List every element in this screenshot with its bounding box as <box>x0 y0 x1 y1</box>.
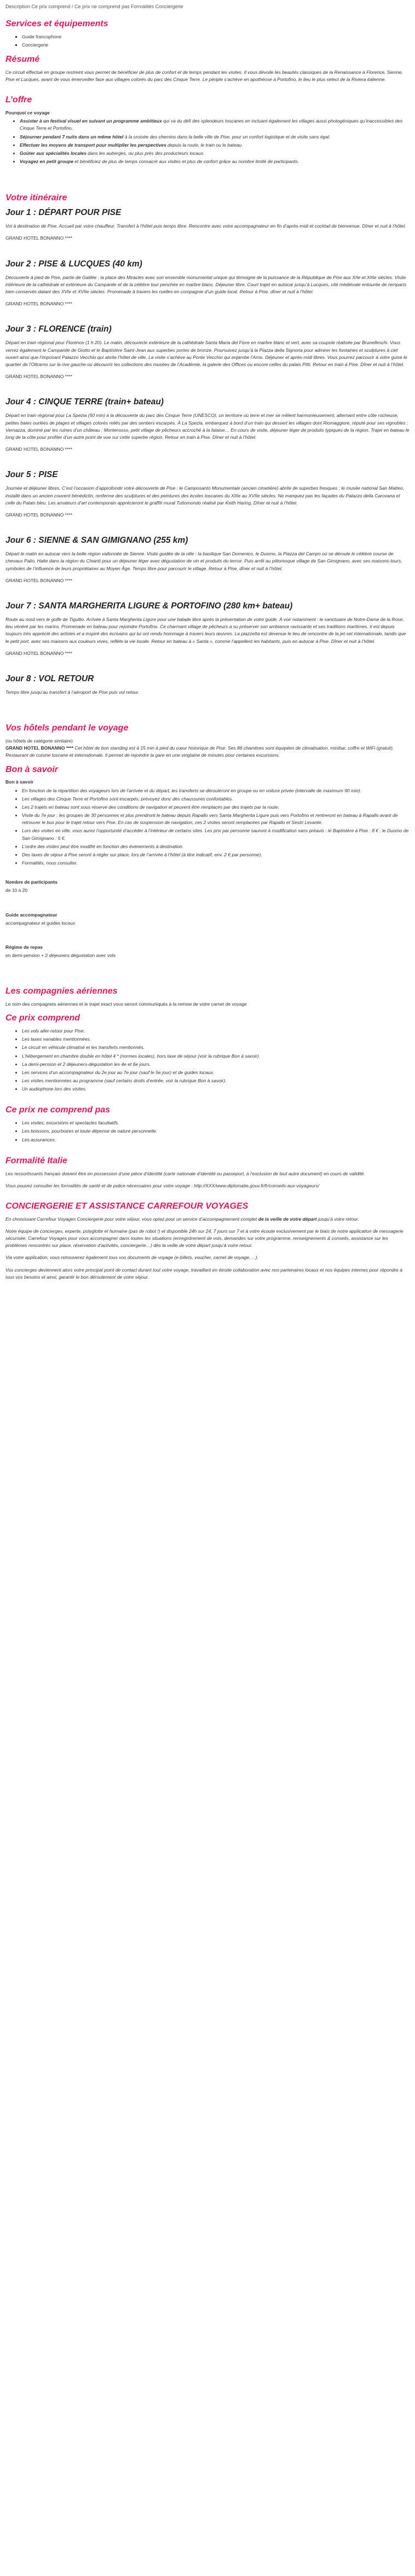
list-item: • Les boissons, pourboires et toute dépense de nature personnelle. <box>22 1128 410 1135</box>
list-item: • Effectuer les moyens de transport pour multiplier les perspectives depuis la route, le train ou le bateau. <box>20 142 410 149</box>
day-title: Jour 3 : FLORENCE (train) <box>5 324 112 334</box>
tabs-bar[interactable]: Description Ce prix comprend / Ce prix ne comprend pas Formalités Conciergerie <box>5 4 183 9</box>
list-item: • Le circuit en véhicule climatisé et les transferts mentionnés. <box>22 1044 410 1051</box>
day-title: Jour 7 : SANTA MARGHERITA LIGURE & PORTOFINO (280 km+ bateau) <box>5 601 293 611</box>
formalite-title: Formalité Italie <box>5 1156 67 1165</box>
day-text: Découverte à pied de Pise, partie de Galilée : la place des Miracles avec son ensemble monumental unique qui témoigne de la puissance de la République de Pise aux XIIe et XIIIe siècles. Visite intérieure de la cathédrale et extérieure du Campanile et de la célèbre tour penchée en marbre blanc. Déjeuner libre. Court trajet en autocar jusqu’à Lucques, cité médiévale entourée de remparts bien conservés datant des XVIe et XVIIe siècles. Promenade à travers les ruelles en compagnie d’un guide local. Retour à Pise, dîner et nuit à l’hôtel. <box>5 274 407 294</box>
bonasavoir-list <box>5 787 410 867</box>
day-title: Jour 6 : SIENNE & SAN GIMIGNANO (255 km) <box>5 536 188 546</box>
list-item: • L’ordre des visites peut être modifié en fonction des événements à destination. <box>22 843 410 850</box>
hotels-note: (ou hôtels de catégorie similaire) <box>5 738 73 744</box>
offre-title: L’offre <box>5 95 32 105</box>
list-item: • Lors des visites en ville, vous aurez l’opportunité d’accéder à l’intérieur de certains sites. Les prix par personne sauront à modification sans préavis : le Baptistère à Pise : 8 € ; le Duomo de San Gimignano : 5 €. <box>22 827 410 842</box>
bonasavoir-title: Bon à savoir <box>5 764 59 774</box>
day-text: Vol à destination de Pise. Accueil par votre chauffeur. Transfert à l’hôtel puis temps libre. Rencontre avec votre accompagnateur en fin d’après-midi et cocktail de bienvenue. Dîner et nuit à l’hôtel. <box>5 223 406 229</box>
list-item: • Goûter aux spécialités locales dans les auberges, ou plus près des producteurs locaux. <box>20 150 410 157</box>
offre-list <box>5 118 410 165</box>
resume-text: Ce circuit effectué en groupe restreint vous permet de bénéficier de plus de confort et de temps pendant les visites. Il vous dévoile les beautés classiques de la Renaissance à Florence, Sienne, Pise et Lucques, avant de vous émerveiller face aux villages colorés du parc des Cinque Terre. Le périple s’achève en apothéose à Portofino, le lieu le plus select de la Riviera italienne. <box>5 69 403 83</box>
conciergerie-text: Vos concierges deviennent alors votre principal point de contact durant tout votre voyage, travaillant en étroite collaboration avec nos partenaires locaux et nos équipes internes pour répondre à tous vos besoins et ainsi, garantir le bon déroulement de votre séjour. <box>5 1267 402 1280</box>
nepas-title: Ce prix ne comprend pas <box>5 1105 111 1115</box>
list-item: • Les villages des Cinque Terre et Portofino sont escarpés, prévoyez donc des chaussures confortables. <box>22 796 410 803</box>
bonasavoir-subtitle: Bon à savoir <box>5 779 34 785</box>
day-hotel: GRAND HOTEL BONANNO **** <box>5 512 73 518</box>
list-item: ▪ Guide francophone <box>22 33 410 40</box>
regime-value: en demi-pension + 2 déjeuners dégustation avec vols <box>5 953 116 959</box>
conciergerie-intro: En choisissant Carrefour Voyages Conciergerie pour votre séjour, vous optez pour un service d’accompagnement complet de la veille de votre départ jusqu’à votre retour. <box>5 1216 359 1222</box>
comprend-list <box>5 1028 410 1093</box>
day-title: Jour 1 : DÉPART POUR PISE <box>5 208 122 218</box>
day-text: Journée et déjeuner libres. C’est l’occasion d’approfondir votre découverte de Pise : le Camposanto Monumentale (ancien cimetière) abrite de superbes fresques ; le musée national San Matteo, installé dans un ancien couvent bénédictin, renferme des sculptures et des peintures des écoles toscanes du XIIIe au XVIIe siècles. Ne manquez pas les façades du Palazzo della Carovana et celle du Palais bleu. Les amateurs d’art contemporain apprécieront le graffiti mural Tuttomondo réalisé par Keith Haring. Dîner et nuit à l’hôtel. <box>5 485 405 506</box>
guide-value: accompagnateur et guides locaux <box>5 920 76 926</box>
day-hotel: GRAND HOTEL BONANNO **** <box>5 650 73 656</box>
regime-label: Régime de repas <box>5 944 43 950</box>
day-title: Jour 5 : PISE <box>5 470 58 480</box>
list-item: • En fonction de la répartition des voyageurs lors de l’arrivée et du départ, les transferts se dérouleront en groupe ou en voiture privée (intervalle de maximum 90 min). <box>22 787 410 794</box>
services-title: Services et équipements <box>5 19 108 28</box>
conciergerie-text: Notre équipe de concierges, experte, polyglotte et humaine (pas de robot !) et disponible 24h sur 24, 7 jours sur 7 et à votre écoute exclusivement par le biais de notre application de messagerie sécurisée, Carrefour Voyages pour vous accompagner dans toutes les situations (enregistrement de vols, demandes sur votre programme, renseignements & conseils, assistance sur les problèmes rencontrés sur place, réservation d’activités, conciergerie…) dès la veille de votre départ jusqu’à votre retour. <box>5 1228 404 1249</box>
itineraire-title: Votre itinéraire <box>5 193 67 203</box>
list-item: • Des taxes de séjour à Pise seront à régler sur place, lors de l’arrivée à l’hôtel (à titre indicatif, env. 2 € par personne). <box>22 851 410 858</box>
list-item: • La demi-pension et 2 déjeuners-dégustation les 4e et 6e jours. <box>22 1061 410 1068</box>
hotel-name: GRAND HOTEL BONANNO **** <box>5 745 74 751</box>
day-hotel: GRAND HOTEL BONANNO **** <box>5 577 73 583</box>
formalite-text: Les ressortissants français doivent être en possession d’une pièce d’identité (carte nationale d’identité ou passeport, à l’exclusion de tout autre document) en cours de validité. <box>5 1170 365 1176</box>
day-text: Route au nord vers le golfe de Tigullio. Arrivée à Santa Margherita Ligure pour une balade libre après la présentation de votre guide. À voir notamment : le sanctuaire de Notre-Dame de la Rose, lieu vénéré par les marins. Promenade en bateau pour rejoindre Portofino. Ce charmant village de pêcheurs a su préserver son ambiance ravissante et ses traditions maritimes. Il est depuis toujours très apprécié des artistes et a inspiré des écrivains qui lui ont rendu hommage à travers leurs œuvres. La piazzetta est devenue le lieu de rencontre de la jet-set internationale, tandis que le petit port, avec ses maisons aux couleurs vives, reflète la vie locale. Retour en bateau à « Santa », comme l’appellent les habitants, puis en autocar à Pise. Dîner et nuit à l’hôtel. <box>5 617 406 644</box>
participants-label: Nombre de participants <box>5 879 57 885</box>
list-item: • Voyagez en petit groupe et bénéficiez de plus de temps consacré aux visites et plus de confort grâce au nombre limité de participants. <box>20 158 410 165</box>
hotels-title: Vos hôtels pendant le voyage <box>5 723 129 733</box>
day-text: Départ le matin en autocar vers la belle région vallonnée de Sienne. Visite guidée de la ville : la basilique San Domenico, le Duomo, la Piazza del Campo où se déroule le célèbre course de chevaux Palio. Halte dans la région du Chianti pour un déjeuner léger avec dégustation de vin et produits du terroir. Puis arrêt au pittoresque village de San Gimignano, avec ses maisons-tours, symboles de l’influence de leurs propriétaires au Moyen Âge. Temps libre pour parcourir le village. Retour à Pise, dîner et nuit à l’hôtel. <box>5 551 402 571</box>
list-item: • Les visites, excursions et spectacles facultatifs. <box>22 1119 410 1127</box>
compagnies-text: Le nom des compagnies aériennes et le trajet exact vous seront communiqués à la remise de votre carnet de voyage <box>5 1001 247 1007</box>
day-title: Jour 8 : VOL RETOUR <box>5 674 94 683</box>
conciergerie-text: Via votre application, vous retrouverez également tous vos documents de voyage (e-billets, voucher, carnet de voyage, ...). <box>5 1255 258 1261</box>
guide-label: Guide accompagnateur <box>5 912 57 918</box>
hotel-description: GRAND HOTEL BONANNO **** Cet hôtel de bon standing est à 15 min à pied du cœur historique de Pise. Ses 86 chambres sont équipées de climatisation, minibar, coffre et WiFi (gratuit). Restaurant de cuisine toscane et internationale. Il permet de rejoindre la gare en une vingtaine de minutes pour certaines excursions. <box>5 745 394 758</box>
nepas-list <box>5 1119 410 1144</box>
list-item: • Un audiophone lors des visites. <box>22 1086 410 1093</box>
list-item: • Les 2 trajets en bateau sont sous réserve des conditions de navigation et peuvent être remplacés par des trajets par la route. <box>22 804 410 811</box>
day-text: Départ en train régional pour Florence (1 h 20). Le matin, découverte extérieure de la cathédrale Santa Maria del Fiore en marbre blanc et vert, avec sa coupole réalisée par Brunelleschi. Vous verrez également le Campanile de Giotto et le Baptistère Saint-Jean aux superbes portes de bronze. Poursuivez jusqu’à la Piazza della Signoria pour admirer les fontaines et sculptures à ciel ouvert ainsi que l’imposant Palazzo Vecchio qui abrite l’hôtel de ville. La visite s’achève au Ponte Vecchio qui enjambe l’Arno. Déjeuner et après-midi libres. Vous pourrez parcourir à votre guise le quartier de l’Oltrarno sur la rive gauche ou découvrir les collections des musées de l’Académie, la galerie des Offices ou encore celles du palais Pitti. Retour en train à Pise. Dîner et nuit à l’hôtel. <box>5 340 407 367</box>
comprend-title: Ce prix comprend <box>5 1013 80 1023</box>
conciergerie-title: CONCIERGERIE ET ASSISTANCE CARREFOUR VOYAGES <box>5 1201 249 1211</box>
list-item: • L’hébergement en chambre double en hôtel 4 * (normes locales), hors taxe de séjour (voir la rubrique Bon à savoir). <box>22 1053 410 1060</box>
list-item: • Les assurances. <box>22 1136 410 1144</box>
day-hotel: GRAND HOTEL BONANNO **** <box>5 374 73 380</box>
resume-title: Résumé <box>5 55 40 65</box>
day-title: Jour 2 : PISE & LUCQUES (40 km) <box>5 259 142 269</box>
day-hotel: GRAND HOTEL BONANNO **** <box>5 446 73 452</box>
day-text: Temps libre jusqu’au transfert à l’aéroport de Pise puis vol retour. <box>5 689 140 695</box>
offre-subtitle: Pourquoi ce voyage <box>5 110 50 116</box>
list-item: • Formalités, nous consulter. <box>22 860 410 867</box>
compagnies-title: Les compagnies aériennes <box>5 987 118 996</box>
list-item: • Les services d’un accompagnateur du 2e jour au 7e jour (sauf le 5e jour) et de guides locaux. <box>22 1069 410 1076</box>
list-item: • Assister à un festival visuel en suivant un programme ambitieux qui va du défi des splendeurs toscanes en incluant également les villages aussi photogéniques qu’inaccessibles des Cinque Terre et Portofino. <box>20 118 410 132</box>
day-hotel: GRAND HOTEL BONANNO **** <box>5 235 73 241</box>
day-title: Jour 4 : CINQUE TERRE (train+ bateau) <box>5 397 164 407</box>
formalite-link[interactable]: Vous pouvez consulter les formalités de santé et de police nécessaires pour votre voyage : http://XXX/www.diplomatie.gouv.fr/fr/conseils-aux-voyageurs/ <box>5 1182 320 1188</box>
list-item: • Les vols aller-retour pour Pise. <box>22 1028 410 1035</box>
list-item: • Visite du 7e jour : les groupes de 30 personnes et plus prendront le bateau depuis Rapallo vers Santa Margherita Ligure puis vers Portofino et rentreront en bateau à Rapallo avant de retrouver le bus pour le trajet retour vers Pise. En cas de suspension de navigation, ces 2 visites seront remplacées par Rapallo et Sestri Levante. <box>22 812 410 826</box>
list-item: ▪ Conciergerie <box>22 42 410 49</box>
day-text: Départ en train régional pour La Spezia (50 min) à la découverte du parc des Cinque Terre (UNESCO), un territoire où terre et mer se mêlent harmonieusement, alternant entre côte rocheuse, petites baies ourlées de plages et villages colorés reliés par des sentiers escarpés. À La Spezia, embarquez à bord d’un train qui dessert les villages dont Riomaggiore, réputé pour ses vignobles ; Vernazza, dominé par les ruines d’un château ; Monterosso, petit village de pêcheurs accroché à la falaise… En cours de visite, déjeuner léger de produits typiques de la région. Trajet en bateau le long de la côte pour profiter d’un autre point de vue sur cette superbe région. Retour en train à Pise. Dîner et nuit à l’hôtel. <box>5 413 410 440</box>
day-hotel: GRAND HOTEL BONANNO **** <box>5 301 73 307</box>
participants-value: de 10 à 20 <box>5 887 28 894</box>
list-item: • Les visites mentionnées au programme (sauf certains droits d’entrée, voir la rubrique Bon à savoir). <box>22 1077 410 1084</box>
services-list <box>5 33 410 49</box>
list-item: • Les taxes variables mentionnées. <box>22 1036 410 1043</box>
list-item: • Séjourner pendant 7 nuits dans un même hôtel à la croisée des chemins dans la belle ville de Pise, pour un confort logistique et de visite sans égal. <box>20 134 410 141</box>
